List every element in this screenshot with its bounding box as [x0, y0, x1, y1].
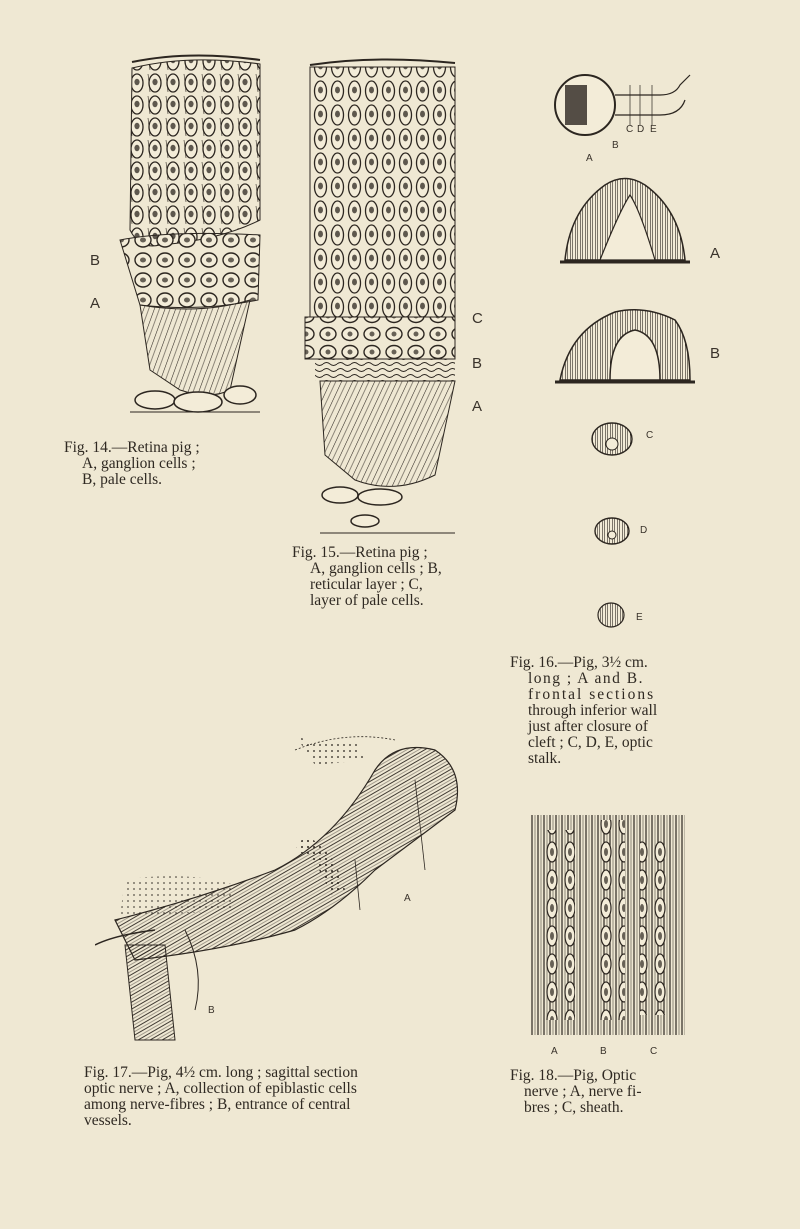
fig18-caption	[510, 1068, 750, 1116]
fig15-caption-line-3: reticular layer ; C,	[310, 576, 423, 593]
fig16-inset	[540, 55, 710, 165]
fig16-label-e: E	[636, 612, 643, 623]
fig16-inset-label-c: C	[626, 124, 634, 135]
fig18-label-b: B	[600, 1046, 607, 1057]
fig14-caption-line-3: B, pale cells.	[82, 471, 163, 488]
fig16-caption-line-2: long ; A and B.	[528, 670, 644, 687]
fig18-caption-line-1: Fig. 18.—Pig, Optic	[510, 1067, 637, 1084]
fig17-illustration	[95, 730, 485, 1050]
fig16-caption-line-4: through inferior wall	[528, 702, 658, 719]
fig18-caption-line-2: nerve ; A, nerve fi-	[524, 1083, 642, 1100]
fig16-section-e	[595, 600, 627, 630]
fig18-caption-line-3: bres ; C, sheath.	[524, 1099, 624, 1116]
fig17-caption-line-3: among nerve-fibres ; B, entrance of central	[84, 1096, 351, 1113]
fig16-caption-line-3: frontal sections	[528, 686, 656, 703]
fig15-caption-line-2: A, ganglion cells ; B,	[310, 560, 442, 577]
fig18-label-c: C	[650, 1046, 658, 1057]
fig16-inset-label-e: E	[650, 124, 657, 135]
fig15-label-b: B	[472, 355, 483, 372]
fig14-caption-line-1: Fig. 14.—Retina pig ;	[64, 439, 200, 456]
fig16-label-b: B	[710, 345, 721, 362]
fig18-label-a: A	[551, 1046, 558, 1057]
fig14-label-a: A	[90, 295, 101, 312]
fig16-section-a	[560, 170, 690, 270]
fig17-caption	[84, 1065, 484, 1129]
fig16-caption	[510, 655, 750, 767]
fig15-caption-line-1: Fig. 15.—Retina pig ;	[292, 544, 428, 561]
fig16-inset-label-b: B	[612, 140, 619, 151]
fig14-label-b: B	[90, 252, 101, 269]
fig16-caption-line-1: Fig. 16.—Pig, 3½ cm.	[510, 654, 648, 671]
fig15-label-c: C	[472, 310, 483, 327]
fig15-illustration	[295, 55, 465, 535]
fig16-caption-line-5: just after closure of	[528, 718, 649, 735]
fig17-label-a: A	[404, 893, 411, 904]
fig17-caption-line-1: Fig. 17.—Pig, 4½ cm. long ; sagittal section	[84, 1064, 358, 1081]
fig15-caption-line-4: layer of pale cells.	[310, 592, 424, 609]
fig16-label-d: D	[640, 525, 648, 536]
fig14-caption	[64, 440, 294, 488]
fig16-section-b	[555, 300, 695, 390]
fig17-caption-line-4: vessels.	[84, 1112, 132, 1129]
fig17-label-b: B	[208, 1005, 215, 1016]
fig16-caption-line-6: cleft ; C, D, E, optic	[528, 734, 653, 751]
fig15-caption	[292, 545, 522, 609]
fig15-label-a: A	[472, 398, 483, 415]
fig16-inset-label-a: A	[586, 153, 593, 164]
fig16-caption-line-7: stalk.	[528, 750, 562, 767]
fig16-section-c	[590, 420, 635, 458]
fig16-label-c: C	[646, 430, 654, 441]
fig14-illustration	[110, 50, 280, 430]
fig16-label-a: A	[710, 245, 721, 262]
fig18-illustration	[525, 810, 690, 1040]
fig16-section-d	[592, 515, 632, 547]
fig17-caption-line-2: optic nerve ; A, collection of epiblastic cells	[84, 1080, 357, 1097]
fig14-caption-line-2: A, ganglion cells ;	[82, 455, 196, 472]
fig16-inset-label-d: D	[637, 124, 645, 135]
